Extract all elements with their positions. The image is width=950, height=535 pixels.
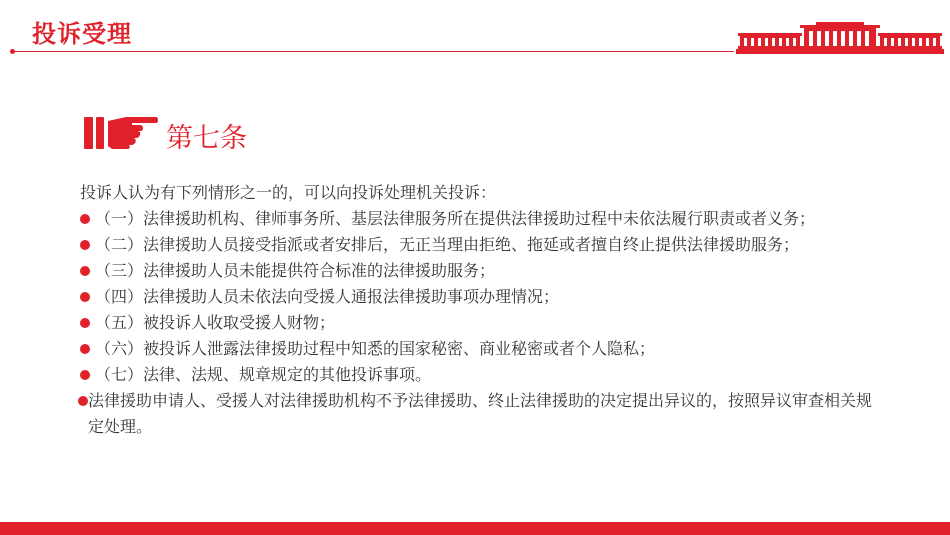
bullet-dot: [80, 292, 90, 302]
bullet-dot: [80, 370, 90, 380]
list-item: （三）法律援助人员未能提供符合标准的法律援助服务；: [80, 258, 880, 284]
list-item: （五）被投诉人收取受援人财物；: [80, 310, 880, 336]
intro-text: 投诉人认为有下列情形之一的，可以向投诉处理机关投诉：: [80, 183, 497, 202]
bullet-dot: [80, 214, 90, 224]
bullet-dot: [78, 396, 88, 406]
list-item: （六）被投诉人泄露法律援助过程中知悉的国家秘密、商业秘密或者个人隐私；: [80, 336, 880, 362]
article-title: 第七条: [166, 123, 247, 154]
bullet-dot: [80, 266, 90, 276]
list-item: （四）法律援助人员未依法向受援人通报法律援助事项办理情况；: [80, 284, 880, 310]
bullet-dot: [80, 318, 90, 328]
header-divider: [14, 51, 734, 52]
page-title: 投诉受理: [32, 20, 132, 48]
article-content: [80, 180, 880, 440]
list-item: （一）法律援助机构、律师事务所、基层法律服务所在提供法律援助过程中未依法履行职责或者义务；: [80, 206, 880, 232]
list-item: （二）法律援助人员接受指派或者安排后，无正当理由拒绝、拖延或者擅自终止提供法律援助服务；: [80, 232, 880, 258]
bullet-dot: [80, 240, 90, 250]
footer-bar: [0, 522, 950, 535]
building-icon: [736, 22, 944, 54]
bullet-dot: [80, 344, 90, 354]
list-item: （七）法律、法规、规章规定的其他投诉事项。: [80, 362, 880, 388]
closing-item: 法律援助申请人、受援人对法律援助机构不予法律援助、终止法律援助的决定提出异议的，按照异议审查相关规定处理。: [80, 388, 880, 440]
pointing-hand-icon: [82, 113, 158, 151]
